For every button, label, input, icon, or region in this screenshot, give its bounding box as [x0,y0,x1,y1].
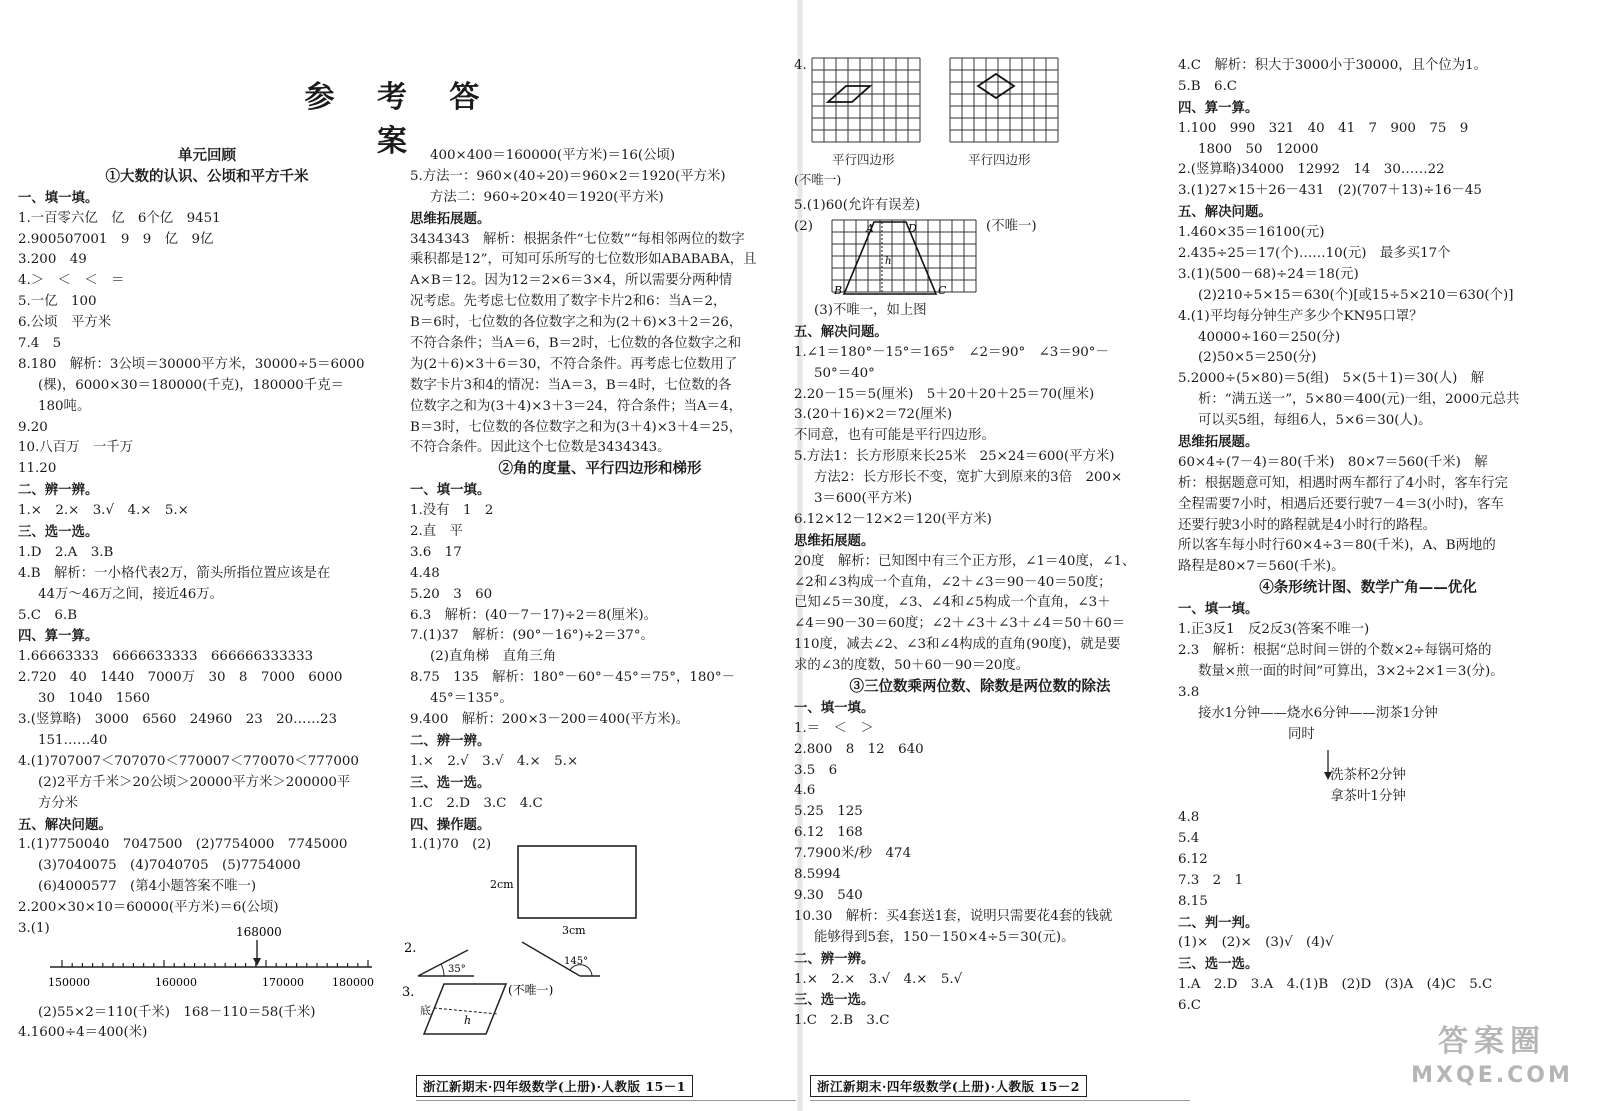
unit-heading: ④条形统计图、数学广角——优化 [1259,579,1477,597]
angle-35-label: 35° [448,964,466,975]
angle-145-label: 145° [564,956,589,967]
answer-line: 10.30 解析：买4套送1套，说明只需要花4套的钱就 [794,908,1113,924]
answer-line: 5.25 125 [794,804,863,820]
answer-column-1 [18,146,396,1044]
section-heading: 五、解决问题。 [18,816,112,833]
answer-line: (2)55×2＝110(千米) 168－110＝58(千米) [38,1004,316,1020]
answer-line: 4.C 解析：积大于3000小于30000，且个位为1。 [1178,58,1488,73]
answer-line: (2)50×5＝250(分) [1198,350,1317,366]
tick-label: 160000 [155,976,197,989]
question-text: (2) [794,218,813,234]
answer-line: 10.八百万 一千万 [18,440,134,456]
tick-label: 180000 [332,976,374,989]
grid-caption-1 [832,150,895,171]
unit-heading: ③三位数乘两位数、除数是两位数的除法 [849,678,1111,696]
answer-line: 路程是80×7＝560(千米)。 [1178,559,1345,575]
answer-line: B＝3时，七位数的各位数字之和为(3＋4)×3＋4＝25， [410,419,743,435]
watermark-logo [1402,1023,1582,1103]
section-heading: 思维拓展题。 [794,532,875,549]
answer-line: 3.(竖算略) 3000 6560 24960 23 20……23 [18,712,338,728]
answer-line: 1800 50 12000 [1198,141,1319,157]
question-number: 4. [794,58,807,73]
answer-line: 况考虑。先考虑七位数用了数字卡片2和6：当A＝2， [410,294,727,310]
answer-line: 3.8 [1178,684,1200,700]
page-title: 参 考 答 案 [304,80,496,159]
section-heading: 一、填一填。 [410,482,491,499]
answer-line: 6.3 解析：(40－7－17)÷2＝8(厘米)。 [410,607,657,623]
answer-line: 11.20 [18,461,57,477]
answer-line: 1.D 2.A 3.B [18,544,114,560]
answer-line: 7.3 2 1 [1178,872,1244,888]
answer-line: 2.3 解析：根据“总时间＝饼的个数×2÷每锅可烙的 [1178,642,1492,658]
answer-line: 110度，减去∠2、∠3和∠4构成的直角(90度)，就是要 [794,637,1121,653]
question-text: 5.(1)60(允许有误差) [794,198,921,213]
tick-label: 150000 [48,976,90,989]
answer-line: 3＝600(平方米) [814,491,913,507]
answer-line: (2)2平方千米＞20公顷＞20000平方米＞200000平 [38,774,351,790]
page-footer: 浙江新期末·四年级数学(上册)·人教版 15－1 [416,1075,693,1097]
grid-figure-1 [810,56,924,152]
answer-line: 6.12 168 [794,825,863,841]
answer-line: 方法2：长方形长不变，宽扩大到原来的3倍 200× [814,470,1123,486]
answer-column-2 [410,146,790,856]
section-heading: 一、填一填。 [1178,601,1259,618]
answer-line: 2.435÷25＝17(个)……10(元) 最多买17个 [1178,246,1451,262]
answer-line: 接水1分钟——烧水6分钟——沏茶1分钟 [1198,705,1438,721]
answer-line: 4.(1)707007＜707070＜770007＜770070＜777000 [18,753,359,769]
answer-line: 6.12 [1178,851,1208,867]
section-heading: 思维拓展题。 [1178,434,1259,451]
rectangle-figure [488,842,648,938]
answer-line: 5.方法一：960×(40÷20)＝960×2＝1920(平方米) [410,168,726,184]
answer-line: 9.400 解析：200×3－200＝400(平方米)。 [410,712,690,728]
answer-line: 45°＝135°。 [430,691,513,707]
answer-line: 乘积都是12”，可知可乐所写的七位数形如ABABABA，且 [410,252,757,268]
angle-figures [404,936,604,982]
answer-line: 3.(1)(500－68)÷24＝18(元) [1178,266,1359,282]
answer-line: 方分米 [38,795,79,811]
vertex-label: A [866,222,874,235]
answer-line: 全程需要7小时，相遇后还要行驶7－4＝3(小时)，客车 [1178,496,1504,512]
answer-line: 7.7900米/秒 474 [794,846,912,862]
grid-caption-2 [968,150,1031,171]
answer-line: 能够得到5套，150－150×4÷5＝30(元)。 [814,929,1075,945]
answer-line: 180吨。 [38,398,91,414]
answer-line: 5.方法1：长方形原来长25米 25×24＝600(平方米) [794,449,1115,465]
answer-line: A×B＝12。因为12＝2×6＝3×4，所以需要分两种情 [410,273,733,289]
answer-line: 8.180 解析：3公顷＝30000平方米，30000÷5＝6000 [18,356,365,372]
vertex-label: D [908,222,917,235]
answer-line: 5.2000÷(5×80)＝5(组) 5×(5＋1)＝30(人) 解 [1178,371,1485,387]
answer-line: 5.C 6.B [18,607,78,623]
answer-line: 400×400＝160000(平方米)＝16(公顷) [430,148,676,163]
section-heading: 二、判一判。 [1178,914,1259,931]
answer-line: 不符合条件。因此这个七位数是3434343。 [410,440,671,456]
answer-line: 44万～46万之间，接近46万。 [38,586,224,602]
answer-line: 1.＝ ＜ ＞ [794,720,874,736]
answer-line: 3.(1)27×15＋26－431 (2)(707＋13)÷16－45 [1178,183,1482,199]
answer-line [1178,745,1558,766]
unit-heading: 单元回顾 [178,147,236,164]
answer-line: 还要行驶3小时的路程就是4小时行的路程。 [1178,517,1437,533]
note-text: (不唯一) [794,172,842,187]
answer-line: 拿茶叶1分钟 [1330,789,1406,805]
answer-line: 4.8 [1178,810,1200,826]
unit-heading: ①大数的认识、公顷和平方千米 [105,167,309,185]
answer-line: 4.1600÷4＝400(米) [18,1025,148,1041]
answer-line: 6.C [1178,998,1202,1014]
answer-line: 1.× 2.× 3.√ 4.× 5.√ [794,971,963,987]
answer-line: 5.4 [1178,830,1200,846]
answer-line: 4.48 [410,565,440,581]
tick-label: 170000 [262,976,304,989]
grid-figure-2 [948,56,1062,152]
answer-line: (2)210÷5×15＝630(个)[或15÷5×210＝630(个)] [1198,287,1514,303]
answer-line: 2.直 平 [410,524,463,540]
rect-height-label: 2cm [490,878,514,891]
answer-line: 不同意，也有可能是平行四边形。 [794,428,995,444]
answer-line: 1.C 2.D 3.C 4.C [410,795,543,811]
answer-line: 求的∠3的度数，50＋60－90＝20度。 [794,658,1030,674]
grid-question-label [794,56,807,77]
answer-line: 已知∠5＝30度，∠3、∠4和∠5构成一个直角，∠3＋ [794,595,1111,611]
section-heading: 四、算一算。 [1178,99,1259,116]
not-unique-note: (不唯一) [508,983,554,997]
answer-line: 3.6 17 [410,544,462,560]
page-footer: 浙江新期末·四年级数学(上册)·人教版 15－2 [810,1075,1087,1097]
flow-arrow-figure [1320,748,1350,782]
answer-line: 1.100 990 321 40 41 7 900 75 9 [1178,120,1469,136]
note-text: (不唯一) [986,219,1037,234]
answer-line: 不符合条件；当A＝6，B＝2时，七位数的各位数字之和 [410,336,742,352]
answer-line: 20度 解析：已知图中有三个正方形，∠1＝40度，∠1、 [794,553,1136,569]
section-heading: 思维拓展题。 [410,210,491,227]
base-label: 底 [420,1004,431,1017]
watermark-url: MXQE.COM [1411,1063,1573,1088]
vertex-label: B [834,284,843,297]
answer-line: 数量×煎一面的时间”可算出，3×2÷2×1＝3(分)。 [1198,663,1504,679]
answer-line: 1.A 2.D 3.A 4.(1)B (2)D (3)A (4)C 5.C [1178,977,1493,993]
answer-line: 4.6 [794,783,816,799]
caption-text: 平行四边形 [968,152,1031,167]
parallelogram-figure [402,980,602,1040]
answer-line: 8.15 [1178,893,1208,909]
answer-line: 3.(1) [18,920,50,936]
answer-line: 9.20 [18,419,48,435]
answer-line: 4.＞ ＜ ＜ ＝ [18,273,125,289]
answer-line: 2.(竖算略)34000 12992 14 30……22 [1178,162,1445,178]
answer-line: ∠4＝90－30＝60度；∠2＋∠3＋∠3＋∠4＝50＋60＝ [794,616,1126,632]
section-heading: 二、辨一辨。 [410,732,491,749]
rect-width-label: 3cm [562,924,586,937]
section-heading: 二、辨一辨。 [18,482,99,499]
answer-line: 2.720 40 1440 7000万 30 8 7000 6000 [18,670,343,686]
caption-text: 平行四边形 [832,152,895,167]
section-heading: 四、操作题。 [410,816,491,833]
answer-line: 5.一亿 100 [18,294,97,310]
answer-line: 8.75 135 解析：180°－60°－45°＝75°，180°－ [410,670,735,686]
answer-line: 7.4 5 [18,336,62,352]
answer-line: B＝6时，七位数的各位数字之和为(2＋6)×3＋2＝26， [410,315,743,331]
answer-line: 6.12×12－12×2＝120(平方米) [794,511,992,527]
answer-line: 1.(1)7750040 7047500 (2)7754000 7745000 [18,837,348,853]
answer-line: 3434343 解析：根据条件“七位数”“每相邻两位的数字 [410,231,745,247]
answer-line: 为(2＋6)×3＋6＝30，不符合条件。再考虑七位数用了 [410,356,738,372]
answer-line: 1.一百零六亿 亿 6个亿 9451 [18,210,221,226]
answer-line: 2.20－15＝5(厘米) 5＋20＋20＋25＝70(厘米) [794,386,1095,402]
answer-column-3 [794,301,1166,1032]
answer-line: 1.C 2.B 3.C [794,1013,890,1029]
section-heading: 一、填一填。 [794,699,875,716]
trapezoid-note [986,217,1037,238]
answer-line: 5.20 3 60 [410,586,493,602]
height-label: h [464,1014,472,1027]
answer-line: 50°＝40° [814,365,875,381]
answer-line: 4.B 解析：一小格代表2万，箭头所指位置应该是在 [18,565,331,581]
answer-line: (6)4000577 (第4小题答案不唯一) [38,879,257,895]
section-heading: 五、解决问题。 [794,323,888,340]
answer-line: (1)× (2)× (3)√ (4)√ [1178,935,1334,951]
answer-line: 1.(1)70 (2) [410,837,492,853]
arrow-head-icon [253,958,261,966]
section-heading: 三、选一选。 [794,992,875,1009]
answer-line: 8.5994 [794,867,841,883]
answer-line: 2.900507001 9 9 亿 9亿 [18,231,214,247]
answer-line: 方法二：960÷20×40＝1920(平方米) [430,189,664,205]
answer-line: 洗茶杯2分钟 [1330,768,1406,784]
watermark-text: 答案圈 [1438,1024,1546,1059]
answer-line: 151……40 [38,732,108,748]
section-heading: 三、选一选。 [1178,956,1259,973]
section-heading: 三、选一选。 [18,524,99,541]
answer-line: (棵)，6000×30＝180000(千克)，180000千克＝ [38,377,344,393]
unit-heading: ②角的度量、平行四边形和梯形 [498,460,702,478]
answer-line: (3)不唯一，如上图 [814,303,927,318]
answer-line: 3.200 49 [18,252,87,268]
answer-line: 1.正3反1 反2反3(答案不唯一) [1178,622,1370,638]
answer-line: 析：“满五送一”，5×80＝400(元)一组，2000元总共 [1198,392,1520,408]
answer-line: 60×4÷(7－4)＝80(千米) 80×7＝560(千米) 解 [1178,454,1488,470]
answer-line: 7.(1)37 解析：(90°－16°)÷2＝37°。 [410,628,654,644]
answer-line: 1.460×35＝16100(元) [1178,225,1325,241]
question-number: 3. [402,985,415,1000]
height-label: h [885,256,892,267]
footer-rule [416,1100,796,1101]
answer-line: 同时 [1288,726,1315,742]
section-heading: 二、辨一辨。 [794,950,875,967]
answer-line: 1.没有 1 2 [410,503,494,519]
section-heading: 四、算一算。 [18,628,99,645]
answer-line: 2.200×30×10＝60000(平方米)＝6(公顷) [18,900,279,916]
answer-line: (3)7040075 (4)7040705 (5)7754000 [38,858,301,874]
answer-line: 3.5 6 [794,762,838,778]
right-page [794,0,1600,1111]
answer-line: 数字卡片3和4的情况：当A＝3，B＝4时，七位数的各 [410,377,732,393]
grid-note [794,170,841,191]
answer-line: 2.800 8 12 640 [794,741,924,757]
answer-line: 6.公顷 平方米 [18,315,112,331]
footer-rule [810,1100,1190,1101]
vertex-label: C [938,284,947,297]
number-line-figure [40,922,385,992]
answer-line: 9.30 540 [794,887,863,903]
answer-line: 位数字之和为(3＋4)×3＋3＝24，符合条件；当A＝4， [410,398,743,414]
answer-line: 30 1040 1560 [38,691,150,707]
answer-line: 1.× 2.× 3.√ 4.× 5.× [18,503,189,519]
answer-line: ∠2和∠3构成一个直角，∠2＋∠3＝90－40＝50度； [794,574,1112,590]
section-heading: 一、填一填。 [18,189,99,206]
section-heading: 三、选一选。 [410,774,491,791]
question-number: 2. [404,941,417,956]
answer-column-4 [1178,56,1558,1017]
trapezoid-grid-figure [830,218,986,298]
answer-line: 可以买5组，每组6人，5×6＝30(人)。 [1198,413,1432,429]
answer-line: (2)直角梯 直角三角 [430,649,557,665]
number-line-top-label: 168000 [236,925,282,939]
answer-line: 3.(20＋16)×2＝72(厘米) [794,407,953,423]
answer-line: 1.∠1＝180°－15°＝165° ∠2＝90° ∠3＝90°－ [794,344,1109,360]
answer-line: 1.66663333 6666633333 666666333333 [18,649,314,665]
answer-line: 5.B 6.C [1178,78,1238,94]
answer-line: 4.(1)平均每分钟生产多少个KN95口罩？ [1178,308,1423,324]
answer-line: 40000÷160＝250(分) [1198,329,1341,345]
answer-line: 1.× 2.√ 3.√ 4.× 5.× [410,753,579,769]
answer-line: 所以客车每小时行60×4÷3＝80(千米)，A、B两地的 [1178,538,1496,554]
answer-line: 析：根据题意可知，相遇时两车都行了4小时，客车行完 [1178,475,1508,491]
section-heading: 五、解决问题。 [1178,204,1272,221]
